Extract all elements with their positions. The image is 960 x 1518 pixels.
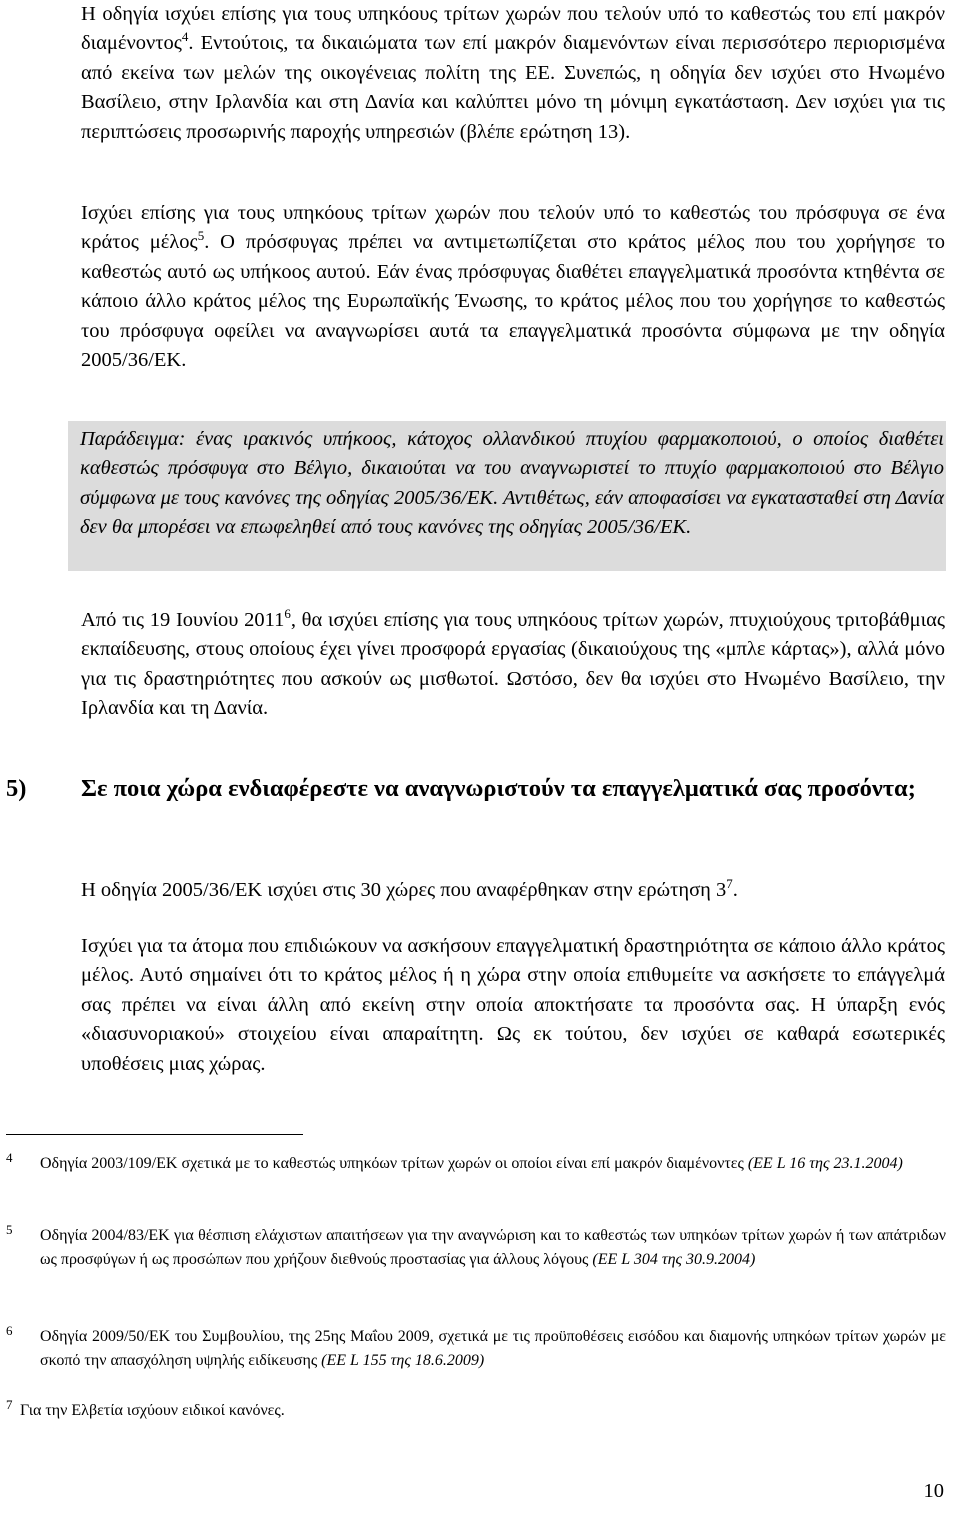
footnote-ref-6[interactable]: 6 [284, 606, 291, 621]
footnote-ref-7[interactable]: 7 [726, 876, 733, 891]
footnote-separator [6, 1134, 303, 1135]
paragraph-blue-card: Από τις 19 Ιουνίου 2011$^6$, θα ισχύει επίσης για τους υπηκόους τρίτων χωρών, πτυχιούχους τριτοβάθμιας εκπαίδευσης, στους οποίους έχει γίνει προσφορά εργασίας (δικαιούχους της «μπλε κάρτας»), αλλά μόνο για τις δραστηριότητες που ασκούν ως μισθωτοί. Ωστόσο, δεν θα ισχύει στο Ηνωμένο Βασίλειο, την Ιρλανδία και τη Δανία. [81, 606, 945, 720]
footnote-number: 5 [6, 1222, 13, 1237]
footnote-number: 6 [6, 1323, 13, 1338]
section-number: 5) [6, 775, 27, 802]
footnote-4: 4 Οδηγία 2003/109/ΕΚ σχετικά με το καθεστώς υπηκόων τρίτων χωρών οι οποίοι είναι επί μακρόν διαμένοντες (ΕΕ L 16 της 23.1.2004) [6, 1152, 946, 1176]
footnote-7: 7 Για την Ελβετία ισχύουν ειδικοί κανόνες. [6, 1399, 946, 1423]
paragraph-refugees: Ισχύει επίσης για τους υπηκόους τρίτων χωρών που τελούν υπό το καθεστώς του πρόσφυγα σε ένα κράτος μέλος$^5$. Ο πρόσφυγας πρέπει να αντιμετωπίζεται στο κράτος μέλος που του χορήγησε το καθεστώς αυτό ως υπήκοος αυτού. Εάν ένας πρόσφυγας διαθέτει επαγγελματικά προσόντα κτηθέντα σε κάποιο άλλο κράτος μέλος της Ευρωπαϊκής Ένωσης, το κράτος μέλος που του χορήγησε το καθεστώς του πρόσφυγα οφείλει να αναγνωρίσει αυτά τα επαγγελματικά προσόντα σύμφωνα με την οδηγία 2005/36/ΕΚ. [81, 202, 945, 372]
paragraph-30-countries: Η οδηγία 2005/36/ΕΚ ισχύει στις 30 χώρες που αναφέρθηκαν στην ερώτηση 3$^7$. [81, 876, 738, 901]
footnote-ref-4[interactable]: 4 [181, 29, 189, 45]
paragraph-cross-border: Ισχύει για τα άτομα που επιδιώκουν να ασκήσουν επαγγελματική δραστηριότητα σε κάποιο άλλο κράτος μέλος. Αυτό σημαίνει ότι το κράτος μέλος ή η χώρα στην οποία επιθυμείτε να ασκήσετε το επάγγελμά σας πρέπει να είναι άλλη από εκείνη στην οποία αποκτήσατε τα προσόντα σας. Η ύπαρξη ενός «διασυνοριακού» στοιχείου είναι απαραίτητη. Ως εκ τούτου, δεν ισχύει σε καθαρά εσωτερικές υποθέσεις μιας χώρας. [81, 935, 945, 1075]
page-number: 10 [923, 1480, 944, 1502]
paragraph-long-term-residents: Η οδηγία ισχύει επίσης για τους υπηκόους τρίτων χωρών που τελούν υπό το καθεστώς του επί μακρόν διαμένοντος$^4$. Εντούτοις, τα δικαιώματα των επί μακρόν διαμενόντων είναι περισσότερο περιορισμένα από εκείνα των μελών της οικογένειας πολίτη της ΕΕ. Συνεπώς, η οδηγία δεν ισχύει στο Ηνωμένο Βασίλειο, στην Ιρλανδία και στη Δανία και καλύπτει μόνο τη μόνιμη εγκατάσταση. Δεν ισχύει για τις περιπτώσεις προσωρινής παροχής υπηρεσιών (βλέπε ερώτηση 13). [81, 3, 945, 143]
section-title: Σε ποια χώρα ενδιαφέρεστε να αναγνωριστούν τα επαγγελματικά σας προσόντα; [81, 775, 916, 802]
footnote-number: 7 [6, 1397, 13, 1412]
footnote-5: 5 Οδηγία 2004/83/ΕΚ για θέσπιση ελάχιστων απαιτήσεων για την αναγνώριση και το καθεστώς των υπηκόων τρίτων χωρών ή των απάτριδων ως προσφύγων ή ως προσώπων που χρήζουν διεθνούς προστασίας για άλλους λόγους (ΕΕ L 304 της 30.9.2004) [6, 1224, 946, 1272]
example-text: Παράδειγμα: ένας ιρακινός υπήκοος, κάτοχος ολλανδικού πτυχίου φαρμακοποιού, ο οποίος διαθέτει καθεστώς πρόσφυγα στο Βέλγιο, δικαιούται να του αναγνωριστεί το πτυχίο φαρμακοποιού στο Βέλγιο σύμφωνα με τους κανόνες της οδηγίας 2005/36/ΕΚ. Αντιθέτως, εάν αποφασίσει να εγκατασταθεί στη Δανία δεν θα μπορέσει να επωφεληθεί από τους κανόνες της οδηγίας 2005/36/ΕΚ. [80, 428, 944, 539]
footnote-number: 4 [6, 1150, 13, 1165]
footnote-ref-5[interactable]: 5 [197, 228, 205, 244]
example-box [68, 421, 946, 571]
footnote-6: 6 Οδηγία 2009/50/ΕΚ του Συμβουλίου, της 25ης Μαΐου 2009, σχετικά με τις προϋποθέσεις εισόδου και διαμονής υπηκόων τρίτων χωρών με σκοπό την απασχόληση υψηλής ειδίκευσης (ΕΕ L 155 της 18.6.2009) [6, 1325, 946, 1373]
